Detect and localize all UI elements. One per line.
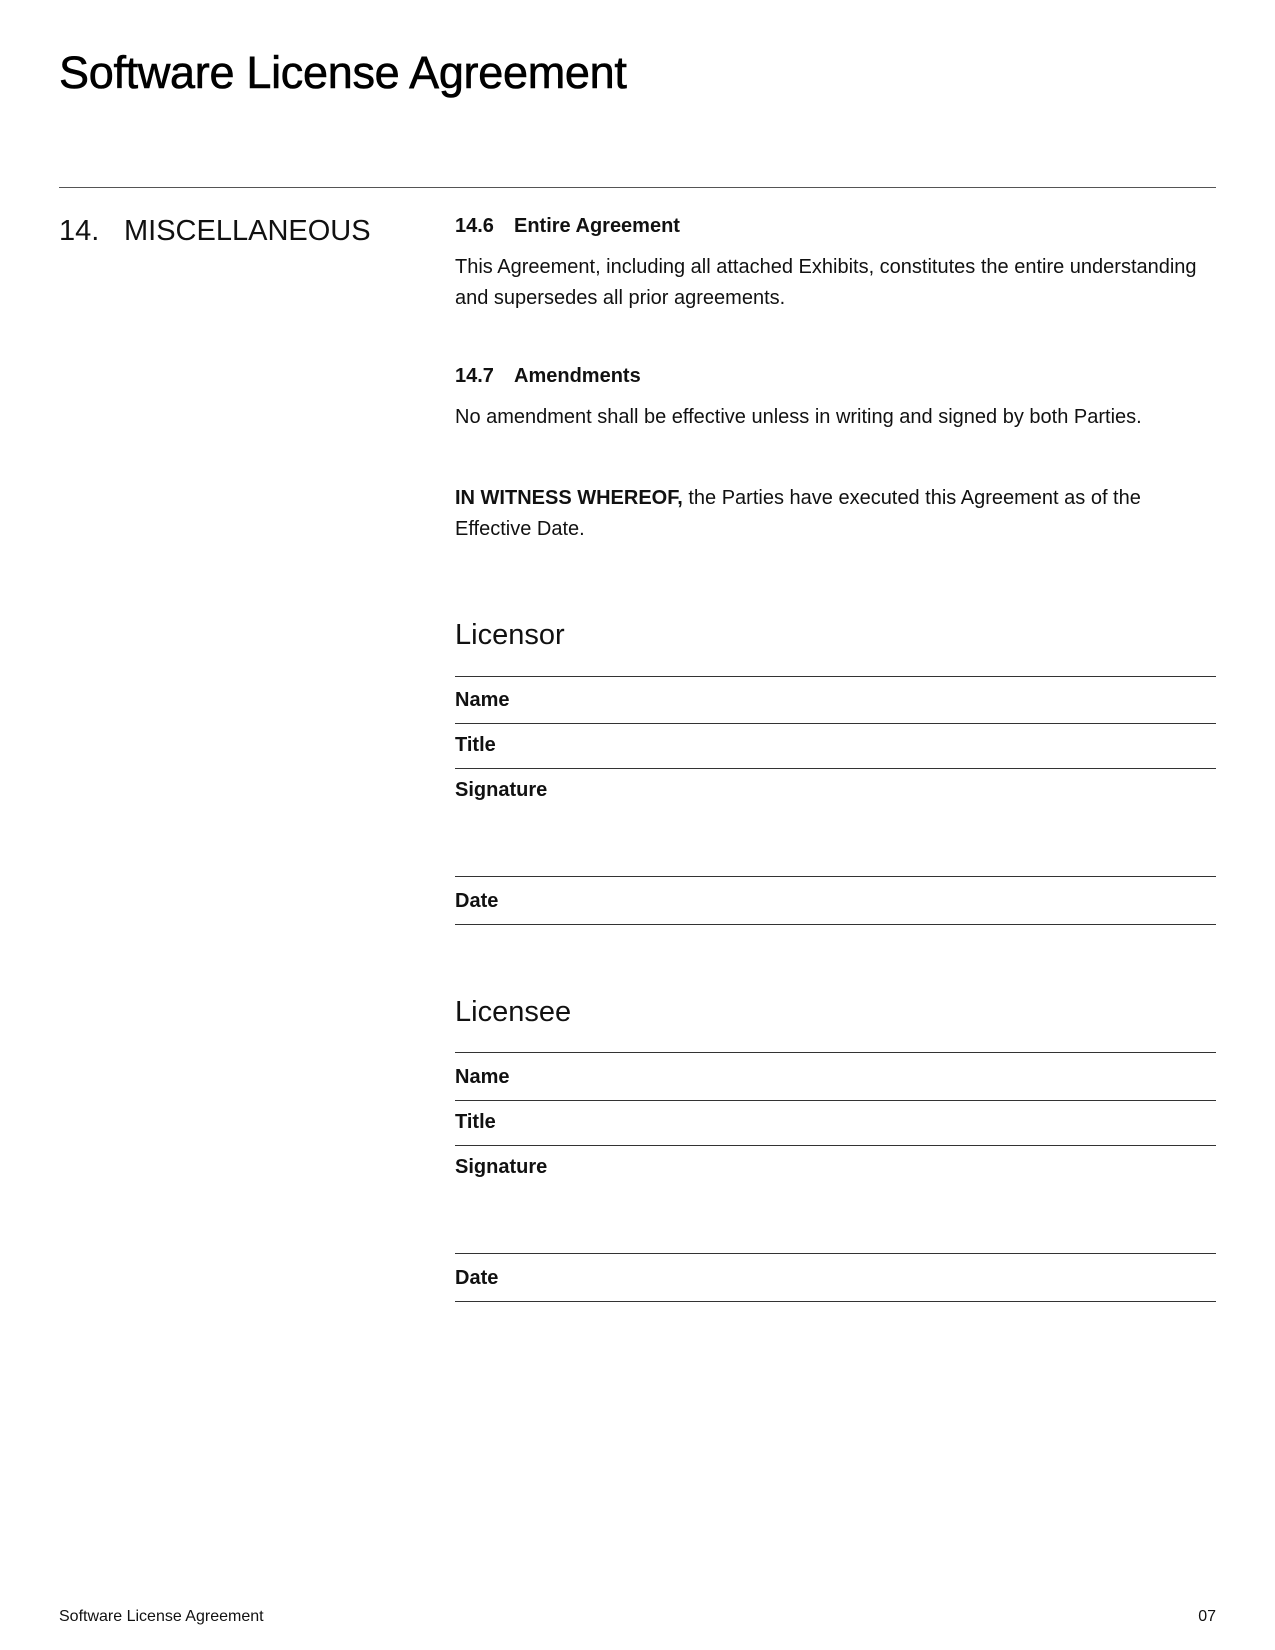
witness-rest: the Parties have executed this Agreement as of the Effective Date. — [455, 487, 1141, 540]
licensee-date-field[interactable]: Date — [455, 1267, 499, 1289]
section-heading — [59, 214, 371, 249]
header-divider — [59, 187, 1216, 188]
licensee-title: Licensee — [455, 996, 572, 1028]
section-title: MISCELLANEOUS — [124, 215, 371, 247]
field-divider — [455, 876, 1216, 877]
licensor-name-field[interactable]: Name — [455, 689, 510, 711]
witness-lead: IN WITNESS WHEREOF, — [455, 487, 683, 509]
field-divider — [455, 768, 1216, 769]
witness-statement — [455, 483, 1216, 545]
licensee-name-field[interactable]: Name — [455, 1066, 510, 1088]
field-divider — [455, 676, 1216, 677]
clause-text-14-7: No amendment shall be effective unless in writing and signed by both Parties. — [455, 406, 1142, 428]
section-number: 14. — [59, 215, 100, 247]
clause-text-14-6: This Agreement, including all attached Exhibits, constitutes the entire understanding and supersedes all prior agreements. — [455, 256, 1197, 309]
field-divider — [455, 1100, 1216, 1101]
licensee-title-field[interactable]: Title — [455, 1111, 496, 1133]
clause-title: Amendments — [514, 365, 641, 387]
field-divider — [455, 1145, 1216, 1146]
field-divider — [455, 924, 1216, 925]
clause-title: Entire Agreement — [514, 215, 680, 237]
field-divider — [455, 723, 1216, 724]
field-divider — [455, 1253, 1216, 1254]
footer-page-number: 07 — [1198, 1608, 1216, 1625]
footer-document-title: Software License Agreement — [59, 1608, 264, 1625]
field-divider — [455, 1301, 1216, 1302]
licensee-signature-field[interactable]: Signature — [455, 1156, 548, 1178]
clause-heading-14-7 — [455, 364, 641, 388]
licensor-title: Licensor — [455, 619, 565, 651]
clause-heading-14-6 — [455, 214, 680, 238]
licensor-title-field[interactable]: Title — [455, 734, 496, 756]
licensor-signature-field[interactable]: Signature — [455, 779, 548, 801]
field-divider — [455, 1052, 1216, 1053]
clause-number: 14.6 — [455, 215, 494, 237]
document-title: Software License Agreement — [59, 47, 627, 98]
licensor-date-field[interactable]: Date — [455, 890, 499, 912]
clause-number: 14.7 — [455, 365, 494, 387]
